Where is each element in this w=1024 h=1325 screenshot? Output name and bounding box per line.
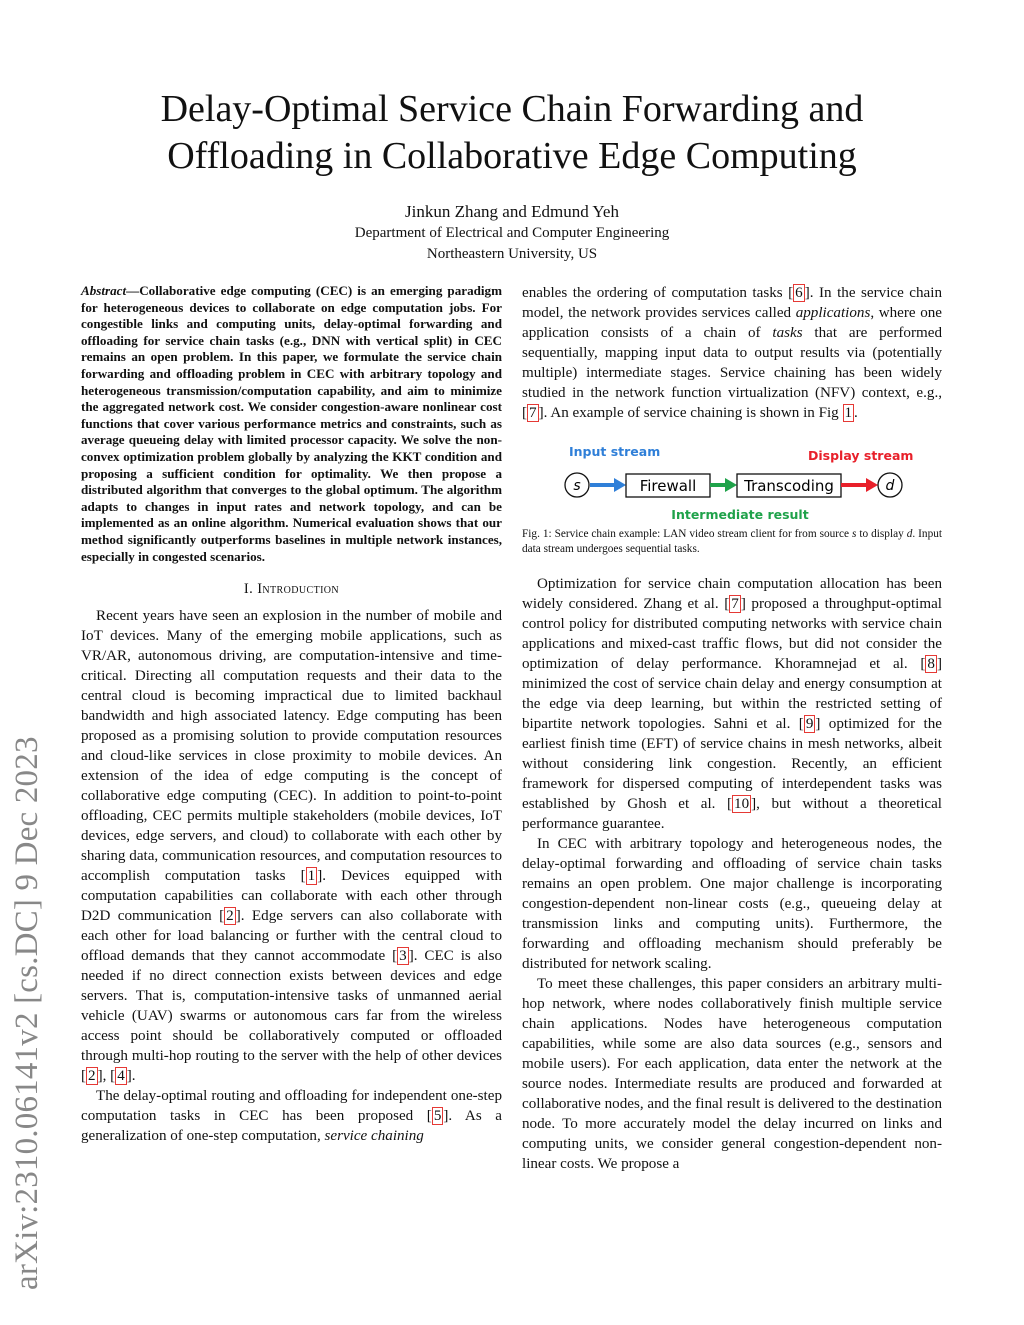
text-run-italic: tasks (772, 325, 803, 341)
text-run: . In the service chain model, the network provides services called (522, 285, 942, 321)
section-number: I. (243, 581, 258, 598)
text-run: . (854, 405, 858, 421)
citation-link[interactable]: 9 (805, 716, 814, 732)
text-run: optimized for the earliest finish time (EFT) of service chains in mesh networks, albeit without considering link congestion. Recently, an efficient framework for dispersed computing of interdependent tasks was established by Ghosh et al. (522, 716, 942, 812)
citation-link[interactable]: 4 (117, 1068, 125, 1085)
destination-node-label: d (885, 478, 895, 494)
left-column (81, 283, 502, 1146)
intro-paragraph-2: The delay-optimal routing and offloading for independent one-step computation tasks in CEC has been proposed [ 5 ]. As a generalization of one-step computation, service chaining (81, 1088, 502, 1145)
affiliation-university: Northeastern University, US (426, 246, 598, 262)
citation-link[interactable]: 5 (433, 1108, 442, 1125)
text-run-italic: applications (795, 305, 871, 321)
right-paragraph-1: enables the ordering of computation tasks [ 6 ]. In the service chain model, the network provides services called applications, where one application consists of a chain of tasks that are performed sequentially, mapping input data to output results via (potentially multiple) intermediate stages. Service chaining has been widely studied in the network function virtualization (NFV) context, e.g., [ 7 ]. An example of service chaining is shown in Fig 1 . (522, 285, 942, 421)
title-line-2: Offloading in Collaborative Edge Computing (167, 135, 857, 177)
text-run: . (131, 1068, 136, 1085)
citation-link[interactable]: 6 (795, 285, 803, 301)
citation-link[interactable]: 7 (529, 405, 537, 421)
arxiv-identifier: arXiv:2310.06141v2 [cs.DC] 9 Dec 2023 (9, 736, 45, 1290)
abstract-lead: Abstract (81, 283, 127, 298)
right-column (522, 283, 942, 1174)
text-run: . Edge servers can also collaborate with each other for load balancing or further with the central cloud to offload demands that they cannot accommodate (81, 908, 502, 965)
text-run: . As a generalization of one-step computation, (81, 1108, 502, 1145)
source-node-label: s (573, 478, 581, 494)
text-run: . Input data stream undergoes sequential tasks. (522, 528, 942, 555)
text-run: . CEC is also needed if no direct connection exists between devices and edge servers. That is, computation-intensive tasks of unmanned aerial vehicle (UAV) swarms or autonomous cars far from the wireless access point should be collaboratively computed or offloaded through multi-hop routing to the server with the help of other devices (81, 948, 502, 1065)
text-run: . An example of service chaining is shown in Fig (543, 405, 843, 421)
citation-link[interactable]: 1 (307, 868, 316, 885)
right-paragraph-2: Optimization for service chain computation allocation has been widely considered. Zhang et al. [ 7 ] proposed a throughput-optimal control policy for distributed computing networks with service chain applications and mixed-cast traffic flows, but did not consider the optimization of delay performance. Khoramnejad et al. [ 8 ] minimized the cost of service chain delay and energy consumption at the edge via deep learning, but within the restricted setting of bipartite network topologies. Sahni et al. [ 9 ] optimized for the earliest finish time (EFT) of service chains in mesh networks, albeit without considering link congestion. Recently, an efficient framework for dispersed computing of interdependent tasks was established by Ghosh et al. [ 10 ], but without a theoretical performance guarantee. (522, 576, 942, 832)
text-run: Fig. 1: Service chain example: LAN video stream client for from source (522, 528, 853, 540)
section-heading-introduction (81, 581, 502, 598)
text-run: to display (856, 528, 907, 540)
citation-link[interactable]: 8 (927, 656, 935, 672)
citation-link[interactable]: 2 (88, 1068, 96, 1085)
text-run-italic: s (852, 528, 857, 540)
right-paragraph-3: In CEC with arbitrary topology and heterogeneous nodes, the delay-optimal forwarding and offloading of service chain tasks remains an open problem. One major challenge is incorporating congestion-dependent non-linear costs (e.g., queueing delay at transmission links and computing units). Furthermore, the forwarding and offloading mechanism should preferably be distributed for network scaling. (522, 836, 942, 972)
transcoding-label: Transcoding (744, 477, 834, 495)
figure-service-chain (522, 439, 942, 521)
service-chain-diagram (522, 439, 942, 521)
text-run-italic: service chaining (324, 1128, 424, 1145)
citation-link[interactable]: 3 (399, 948, 407, 965)
figure-link[interactable]: 1 (844, 405, 853, 421)
text-run: Recent years have seen an explosion in the number of mobile and IoT devices. Many of the emerging mobile applications, such as VR/AR, autonomous driving, are computation-intensive and time-critical. Directing all computation requests and their data to the central cloud is becoming impractical due to limited backhaul bandwidth and high associated latency. Edge computing has been proposed as a promising solution to provide computation resources and cloud-like services in close proximity to mobile devices. An extension of the idea of edge computing is the concept of collaborative edge computing (CEC). In addition to point-to-point offloading, CEC permits multiple stakeholders (mobile devices, IoT devices, edge servers, and cloud) to collaborate with each other by sharing data, communication resources, and computation resources to accomplish computation tasks (81, 608, 502, 885)
section-name: Introduction (257, 581, 340, 598)
text-run: Optimization for service chain computation allocation has been widely considered. Zhang et al. (522, 576, 942, 612)
text-run: The delay-optimal routing and offloading for independent one-step computation tasks in CEC has been proposed (81, 1088, 502, 1125)
input-stream-label: Input stream (569, 444, 661, 459)
text-run: , (102, 1068, 111, 1085)
intermediate-arrowhead (725, 478, 737, 492)
citation-link[interactable]: 7 (731, 596, 739, 612)
title-line-1: Delay-Optimal Service Chain Forwarding and (160, 88, 864, 130)
intro-paragraph-1: Recent years have seen an explosion in the number of mobile and IoT devices. Many of the emerging mobile applications, such as VR/AR, autonomous driving, are computation-intensive and time-critical. Directing all computation requests and their data to the central cloud is becoming impractical due to limited backhaul bandwidth and high associated latency. Edge computing has been proposed as a promising solution to provide computation resources and cloud-like services in close proximity to mobile devices. An extension of the idea of edge computing is the concept of collaborative edge computing (CEC). In addition to point-to-point offloading, CEC permits multiple stakeholders (mobile devices, IoT devices, edge servers, and cloud) to collaborate with each other by sharing data, communication resources, and computation resources to accomplish computation tasks [ 1 ]. Devices equipped with computation capabilities can collaborate with each other through D2D communication [ 2 ]. Edge servers can also collaborate with each other for load balancing or further with the central cloud to offload demands that they cannot accommodate [ 3 ]. CEC is also needed if no direct connection exists between devices and edge servers. That is, computation-intensive tasks of unmanned aerial vehicle (UAV) swarms or autonomous cars far from the wireless access point should be collaboratively computed or offloaded through multi-hop routing to the server with the help of other devices [ 2 ], [ 4 ]. (81, 608, 502, 1085)
firewall-label: Firewall (639, 477, 697, 495)
display-arrowhead (866, 478, 878, 492)
text-run: . Devices equipped with computation capabilities can collaborate with each other through D2D communication (81, 868, 502, 925)
text-run-italic: d (906, 528, 913, 540)
affiliation-department: Department of Electrical and Computer Engineering (354, 225, 670, 241)
text-run: enables the ordering of computation tasks (522, 285, 789, 301)
text-run: minimized the cost of service chain delay and energy consumption at the edge via deep learning, but within the restricted setting of bipartite network topologies. Sahni et al. (522, 676, 942, 732)
right-paragraph-4: To meet these challenges, this paper considers an arbitrary multi-hop network, where nodes collaboratively finish multiple service chain applications. Nodes have heterogeneous computation capabilities, while some are also data sources (e.g., sensors and mobile users). For each application, data enter the network at the source nodes. Intermediate results are produced and forwarded at collaborative nodes, and the final result is delivered to the destination node. To more accurately model the delay incurred on links and computing units, we consider general congestion-dependent non-linear costs. We propose a (522, 976, 942, 1172)
text-run: , where one application consists of a chain of (522, 305, 942, 341)
text-run: , but without a theoretical performance guarantee. (522, 796, 942, 832)
authors: Jinkun Zhang and Edmund Yeh (405, 202, 619, 221)
display-stream-label: Display stream (808, 448, 914, 463)
paper-title (0, 86, 1024, 180)
figure-caption (522, 527, 942, 556)
citation-link[interactable]: 2 (226, 908, 234, 925)
abstract (81, 283, 502, 565)
input-arrowhead (614, 478, 626, 492)
text-run: that are performed sequentially, mapping input data to output results via (potentially multiple) intermediate stages. Service chaining has been widely studied in the network function virtualization (NFV) context, e.g., (522, 325, 942, 401)
citation-link[interactable]: 10 (734, 796, 750, 812)
intermediate-result-label: Intermediate result (671, 507, 809, 521)
text-run: proposed a throughput-optimal control policy for distributed computing networks with service chain applications and mixed-cast traffic flows, but did not consider the optimization of delay performance. Khoramnejad et al. (522, 596, 942, 672)
abstract-text: —Collaborative edge computing (CEC) is an emerging paradigm for heterogeneous devices to collaborate on edge computation jobs. For congestible links and computing units, delay-optimal forwarding and offloading for service chain tasks (e.g., DNN with vertical split) in CEC remains an open problem. In this paper, we formulate the service chain forwarding and offloading problem in CEC with arbitrary topology and heterogeneous transmission/computation capability, and aim to minimize the aggregated network cost. We consider congestion-aware nonlinear cost functions that cover various performance metrics and constraints, such as average queueing delay with limited processor capacity. We solve the non-convex optimization problem globally by analyzing the KKT condition and proposing a sufficient condition for optimality. We then propose a distributed algorithm that converges to the global optimum. The algorithm adapts to changes in input rates and network topology, and can be implemented as an online algorithm. Numerical evaluation shows that our method significantly outperforms baselines in multiple network instances, especially in congested scenarios. (81, 283, 502, 564)
